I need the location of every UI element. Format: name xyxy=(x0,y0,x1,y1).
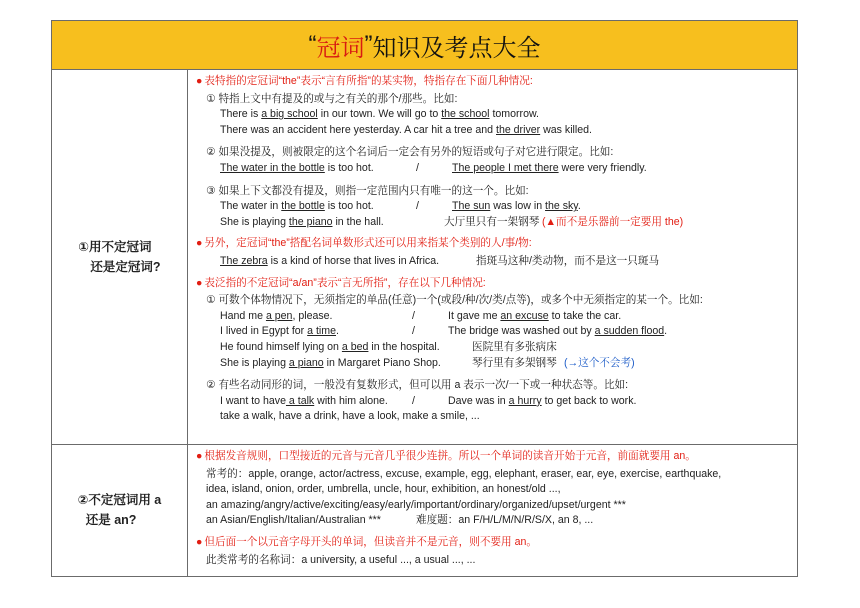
bullet-icon: ● xyxy=(196,450,203,462)
s3-r2: I lived in Egypt for a time. / The bridge was washed out by a sudden flood. xyxy=(220,325,668,338)
bullet-icon: ● xyxy=(196,535,203,548)
s3-r4: She is playing a piano in Margaret Piano Shop. 琴行里有多架钢琴 (→这个不会考) xyxy=(220,356,635,369)
s2-line1: The zebra is a kind of horse that lives in Africa. 指斑马这种/类动物，而不是这一只斑马 xyxy=(220,254,660,267)
s4-line1: 常考的：apple, orange, actor/actress, excuse, example, egg, elephant, eraser, ear, eye, exercise, earthquake, xyxy=(206,467,722,480)
title-quote-close: ” xyxy=(364,31,373,58)
row-divider xyxy=(52,444,797,445)
s1-p1-line1: There is a big school in our town. We will go to the school tomorrow. xyxy=(220,108,539,121)
s3-r3: He found himself lying on a bed in the hospital. 医院里有多张病床 xyxy=(220,340,557,353)
s1-p2-heading: ② 如果没提及，则被限定的这个名词后一定会有另外的短语或句子对它进行限定。比如: xyxy=(206,146,614,159)
title-accent: 冠词 xyxy=(316,34,365,62)
s3-p2-heading: ② 有些名动同形的词，一般没有复数形式，但可以用 a 表示一次/一下或一种状态等。比如: xyxy=(206,379,629,392)
s3-s2: take a walk, have a drink, have a look, make a smile, ... xyxy=(220,410,480,423)
s1-heading: ● 表特指的定冠词“the”表示“言有所指”的某实物，特指存在下面几种情况: xyxy=(196,75,533,87)
s1-p1-heading: ① 特指上文中有提及的或与之有关的那个/那些。比如: xyxy=(206,92,458,105)
s3-p1-heading: ① 可数个体物情况下，无须指定的单品(任意)一个(或段/种/次/类/点等)，或多个中无须指定的某一个。比如: xyxy=(206,294,703,307)
s4-line2: idea, island, onion, order, umbrella, uncle, hour, exhibition, an honest/old ..., xyxy=(206,483,561,496)
s4-line4: an Asian/English/Italian/Australian *** 难度题：an F/H/L/M/N/R/S/X, an 8, ... xyxy=(206,514,594,527)
s4-heading2: ● 但后面一个以元音字母开头的单词，但读音并不是元音，则不要用 an。 xyxy=(196,535,537,548)
row2-content xyxy=(196,449,791,568)
bullet-icon: ● xyxy=(196,276,203,289)
s1-p2-line1: The water in the bottle is too hot. / The people I met there were very friendly. xyxy=(220,161,647,174)
bullet-icon: ● xyxy=(196,75,203,87)
row1-content xyxy=(196,74,791,425)
s1-p1-line2: There was an accident here yesterday. A car hit a tree and the driver was killed. xyxy=(220,123,592,136)
s4-heading: ● 根据发音规则，口型接近的元音与元音几乎很少连拼。所以一个单词的读音开始于元音，前面就要用 an。 xyxy=(196,450,696,462)
row1-label-line2: 还是定冠词? xyxy=(90,259,161,274)
page-title xyxy=(52,21,797,70)
row1-label xyxy=(52,69,188,444)
s3-r1: Hand me a pen, please. / It gave me an excuse to take the car. xyxy=(220,309,622,322)
document-sheet xyxy=(51,20,798,577)
s3-heading: ● 表泛指的不定冠词“a/an”表示“言无所指”，存在以下几种情况: xyxy=(196,276,486,289)
s2-heading: ● 另外，定冠词“the”搭配名词单数形式还可以用来指某个类别的人/事/物: xyxy=(196,237,532,250)
row2-label-line2: 还是 an? xyxy=(85,513,137,527)
s1-p3-line1: The water in the bottle is too hot. / The sun was low in the sky. xyxy=(220,200,581,213)
bullet-icon: ● xyxy=(196,237,203,250)
s1-p3-heading: ③ 如果上下文都没有提及，则指一定范围内只有唯一的这一个。比如: xyxy=(206,184,529,197)
title-quote-open: “ xyxy=(308,31,317,58)
s4-line5: 此类常考的名称词：a university, a useful ..., a usual ..., ... xyxy=(206,553,476,566)
title-rest: 知识及考点大全 xyxy=(372,34,541,62)
row2-label xyxy=(52,444,188,576)
row1-label-line1: ①用不定冠词 xyxy=(78,239,152,254)
s3-s1: I want to have a talk with him alone. / Dave was in a hurry to get back to work. xyxy=(220,394,637,407)
row2-label-line1: ②不定冠词用 a xyxy=(77,493,162,507)
s1-p3-line2: She is playing the piano in the hall. 大厅里只有一架钢琴 (▲而不是乐器前一定要用 the) xyxy=(220,215,684,228)
s4-line3: an amazing/angry/active/exciting/easy/early/important/ordinary/organized/upset/urgent *** xyxy=(206,498,626,511)
